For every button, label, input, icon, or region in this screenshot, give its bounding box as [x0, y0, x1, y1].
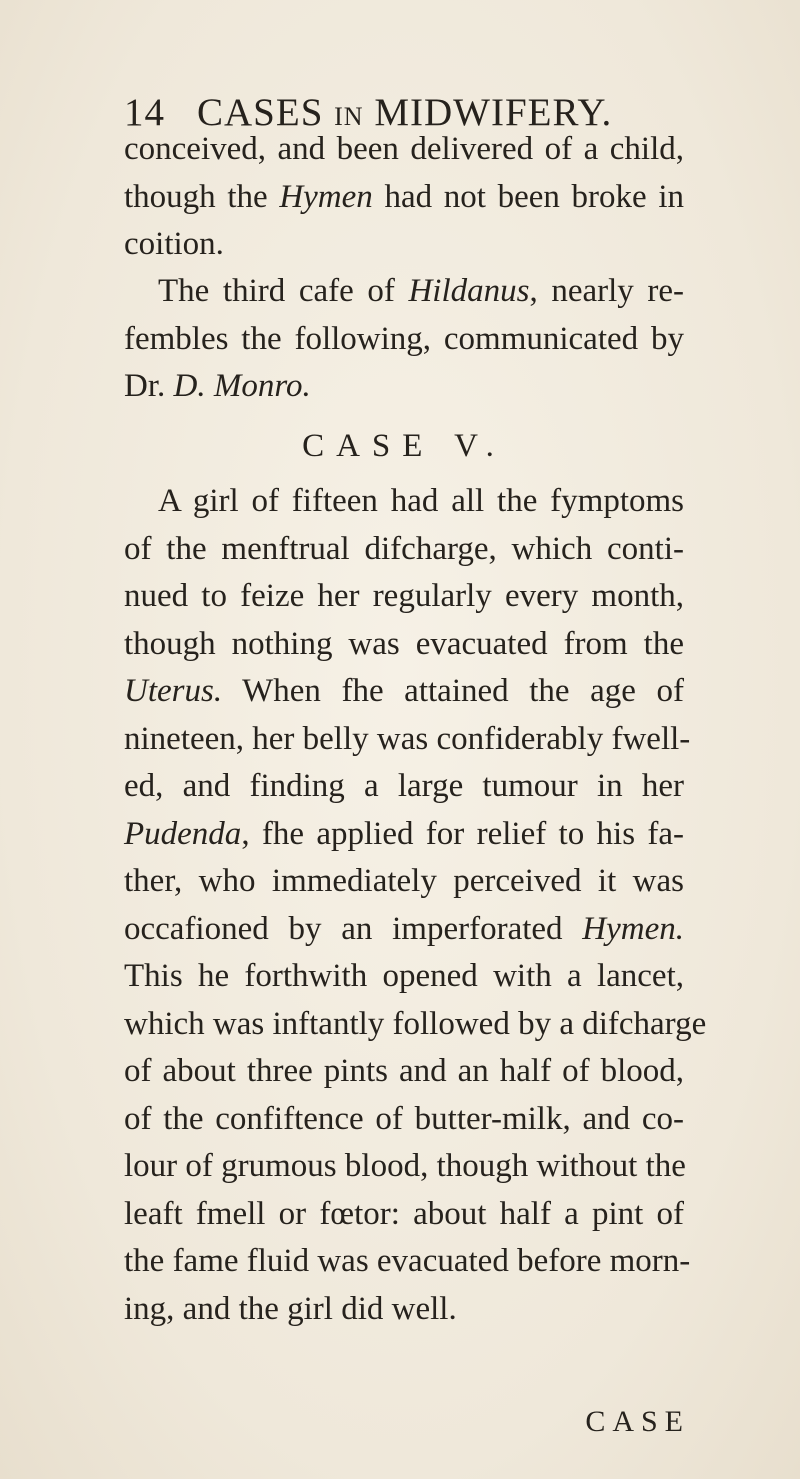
page-number: 14 — [124, 91, 165, 134]
text-line: the fame fluid was evacuated before morn- — [124, 1243, 691, 1279]
text-line: Uterus. When fhe attained the age of — [124, 673, 684, 709]
text-line: of the confiftence of butter-milk, and co- — [124, 1100, 684, 1137]
text-line: of about three pints and an half of blood, — [124, 1053, 684, 1089]
text-line: which was inftantly followed by a difcharge — [124, 1005, 707, 1042]
text-line: Pudenda, fhe applied for relief to his fa- — [124, 815, 684, 852]
header-title-part1: CASES — [197, 91, 324, 134]
text-line: of the menftrual difcharge, which conti- — [124, 530, 684, 567]
paragraph-continuation — [124, 126, 684, 269]
text-line: ing, and the girl did well. — [124, 1290, 457, 1327]
text-line: conceived, and been delivered of a child, — [124, 131, 684, 167]
text-line: though nothing was evacuated from the — [124, 625, 684, 662]
text-line: The third cafe of Hildanus, nearly re- — [158, 273, 684, 309]
text-line: leaft fmell or fœtor: about half a pint of — [124, 1195, 684, 1232]
paragraph-hildanus — [124, 268, 684, 411]
paragraph-case-v — [124, 478, 707, 1333]
text-line: lour of grumous blood, though without the — [124, 1148, 686, 1184]
text-line: fembles the following, communicated by — [124, 320, 684, 357]
case-heading: CASE V. — [302, 428, 506, 464]
text-line: coition. — [124, 226, 224, 262]
text-line: A girl of fifteen had all the fymptoms — [158, 483, 684, 519]
text-line: Dr. D. Monro. — [124, 368, 311, 404]
text-line: This he forthwith opened with a lancet, — [124, 958, 684, 994]
text-line: though the Hymen had not been broke in — [124, 178, 684, 215]
catchword: CASE — [585, 1405, 690, 1438]
text-line: ed, and finding a large tumour in her — [124, 768, 684, 804]
header-title-part2: MIDWIFERY. — [374, 91, 613, 134]
text-line: occafioned by an imperforated Hymen. — [124, 910, 684, 947]
text-line: nued to feize her regularly every month, — [124, 578, 684, 614]
text-line: nineteen, her belly was confiderably fwell- — [124, 720, 691, 757]
text-line: ther, who immediately perceived it was — [124, 863, 684, 899]
header-title-small: IN — [334, 102, 364, 131]
